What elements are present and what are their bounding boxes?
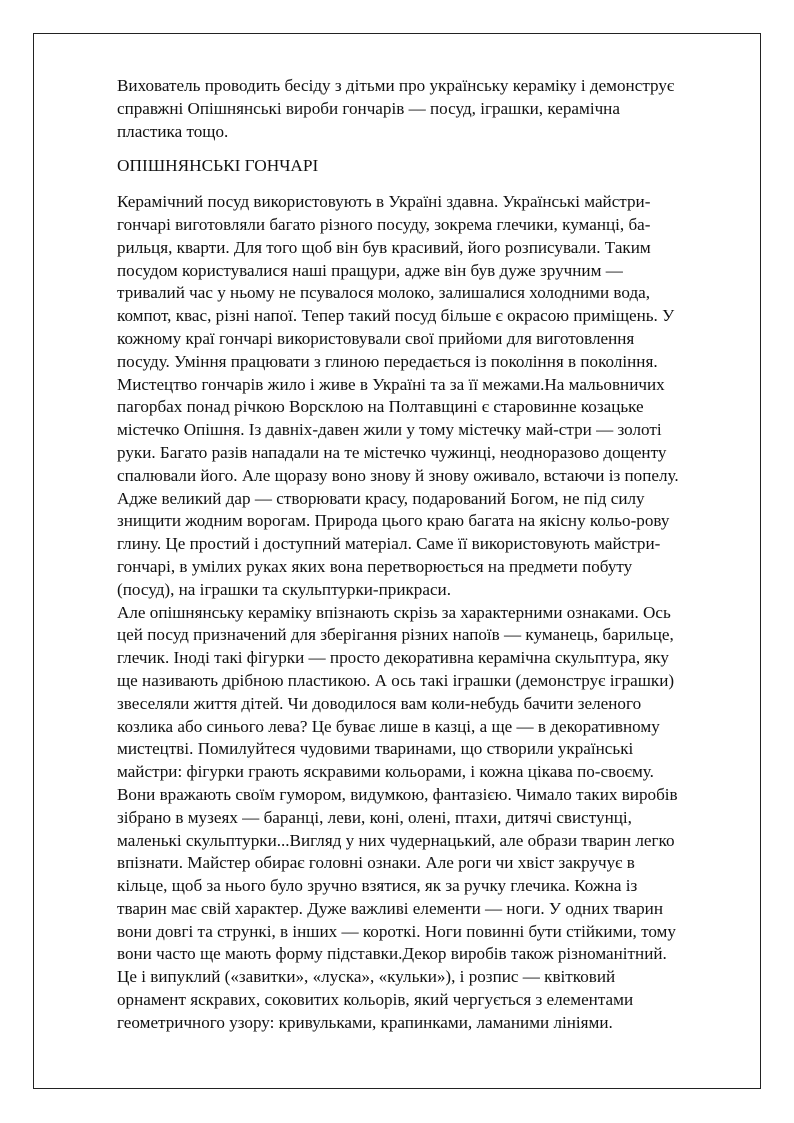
text-line: спалювали його. Але щоразу воно знову й знову оживало, встаючи із попелу. <box>117 465 679 485</box>
main-text <box>117 191 737 1034</box>
intro-paragraph <box>117 75 737 143</box>
text-line: Мистецтво гончарів жило і живе в Україні та за її межами.На мальовничих <box>117 374 665 394</box>
text-line: знищити жодним ворогам. Природа цього краю багата на якісну кольо-рову <box>117 511 670 531</box>
text-line: містечко Опішня. Із давніх-давен жили у тому містечку май-стри — золоті <box>117 420 662 440</box>
text-line: глину. Це простий і доступний матеріал. Саме її використовують майстри- <box>117 534 661 554</box>
text-line: звеселяли життя дітей. Чи доводилося вам коли-небудь бачити зеленого <box>117 693 642 713</box>
text-line: глечик. Іноді такі фігурки — просто декоративна керамічна скульптура, яку <box>117 648 669 668</box>
text-line: Вихователь проводить бесіду з дітьми про українську кераміку і демонструє <box>117 76 675 95</box>
text-line: пластика тощо. <box>117 121 229 141</box>
document-body <box>117 75 737 1035</box>
text-line: кожному краї гончарі використовували свої прийоми для виготовлення <box>117 328 635 348</box>
text-line: орнамент яскравих, соковитих кольорів, який чергується з елементами <box>117 990 634 1010</box>
text-line: гончарі виготовляли багато різного посуду, зокрема глечики, куманці, ба- <box>117 214 651 234</box>
text-line: ще називають дрібною пластикою. А ось такі іграшки (демонструє іграшки) <box>117 670 675 690</box>
text-line: руки. Багато разів нападали на те містечко чужинці, неодноразово дощенту <box>117 442 667 462</box>
section-heading: ОПІШНЯНСЬКІ ГОНЧАРІ <box>117 156 319 176</box>
text-line: вони часто ще мають форму підставки.Декор виробів також різноманітний. <box>117 944 667 964</box>
text-line: Керамічний посуд використовують в Україні здавна. Українські майстри- <box>117 192 651 212</box>
text-line: посуду. Уміння працювати з глиною передається із покоління в покоління. <box>117 351 658 371</box>
text-line: (посуд), на іграшки та скульптурки-прикраси. <box>117 579 451 599</box>
text-line: гончарі, в умілих руках яких вона перетворюється на предмети побуту <box>117 556 633 576</box>
text-line: козлика або синього лева? Це буває лише в казці, а ще — в декоративному <box>117 716 660 736</box>
text-line: справжні Опішнянські вироби гончарів — посуд, іграшки, керамічна <box>117 98 620 118</box>
text-line: посудом користувалися наші пращури, адже він був дуже зручним — <box>117 260 623 280</box>
text-line: тварин має свій характер. Дуже важливі елементи — ноги. У одних тварин <box>117 898 664 918</box>
text-line: рильця, кварти. Для того щоб він був красивий, його розписували. Таким <box>117 237 651 257</box>
text-line: тривалий час у ньому не псувалося молоко, залишалися холодними вода, <box>117 283 651 303</box>
text-line: компот, квас, різні напої. Тепер такий посуд більше є окрасою приміщень. У <box>117 306 675 326</box>
text-line: геометричного узору: кривульками, крапинками, ламаними лініями. <box>117 1012 613 1032</box>
text-line: впізнати. Майстер обирає головні ознаки. Але роги чи хвіст закручує в <box>117 853 635 873</box>
text-line: цей посуд призначений для зберігання різних напоїв — куманець, барильце, <box>117 625 674 645</box>
text-line: маленькі скульптурки...Вигляд у них чудернацький, але образи тварин легко <box>117 830 675 850</box>
text-line: зібрано в музеях — баранці, леви, коні, олені, птахи, дитячі свистунці, <box>117 807 632 827</box>
text-line: вони довгі та стрункі, в інших — короткі. Ноги повинні бути стійкими, тому <box>117 921 676 941</box>
text-line: пагорбах понад річкою Ворсклою на Полтавщині є старовинне козацьке <box>117 397 644 417</box>
text-line: Вони вражають своїм гумором, видумкою, фантазією. Чимало таких виробів <box>117 784 678 804</box>
text-line: Це і випуклий («завитки», «луска», «кульки»), і розпис — квітковий <box>117 967 616 987</box>
text-line: Адже великий дар — створювати красу, подарований Богом, не під силу <box>117 488 645 508</box>
text-line: мистецтві. Помилуйтеся чудовими тваринами, що створили українські <box>117 739 634 759</box>
text-line: кільце, щоб за нього було зручно взятися, як за ручку глечика. Кожна із <box>117 876 638 896</box>
text-line: Але опішнянську кераміку впізнають скрізь за характерними ознаками. Ось <box>117 602 671 622</box>
text-line: майстри: фігурки грають яскравими кольорами, і кожна цікава по-своєму. <box>117 762 654 782</box>
